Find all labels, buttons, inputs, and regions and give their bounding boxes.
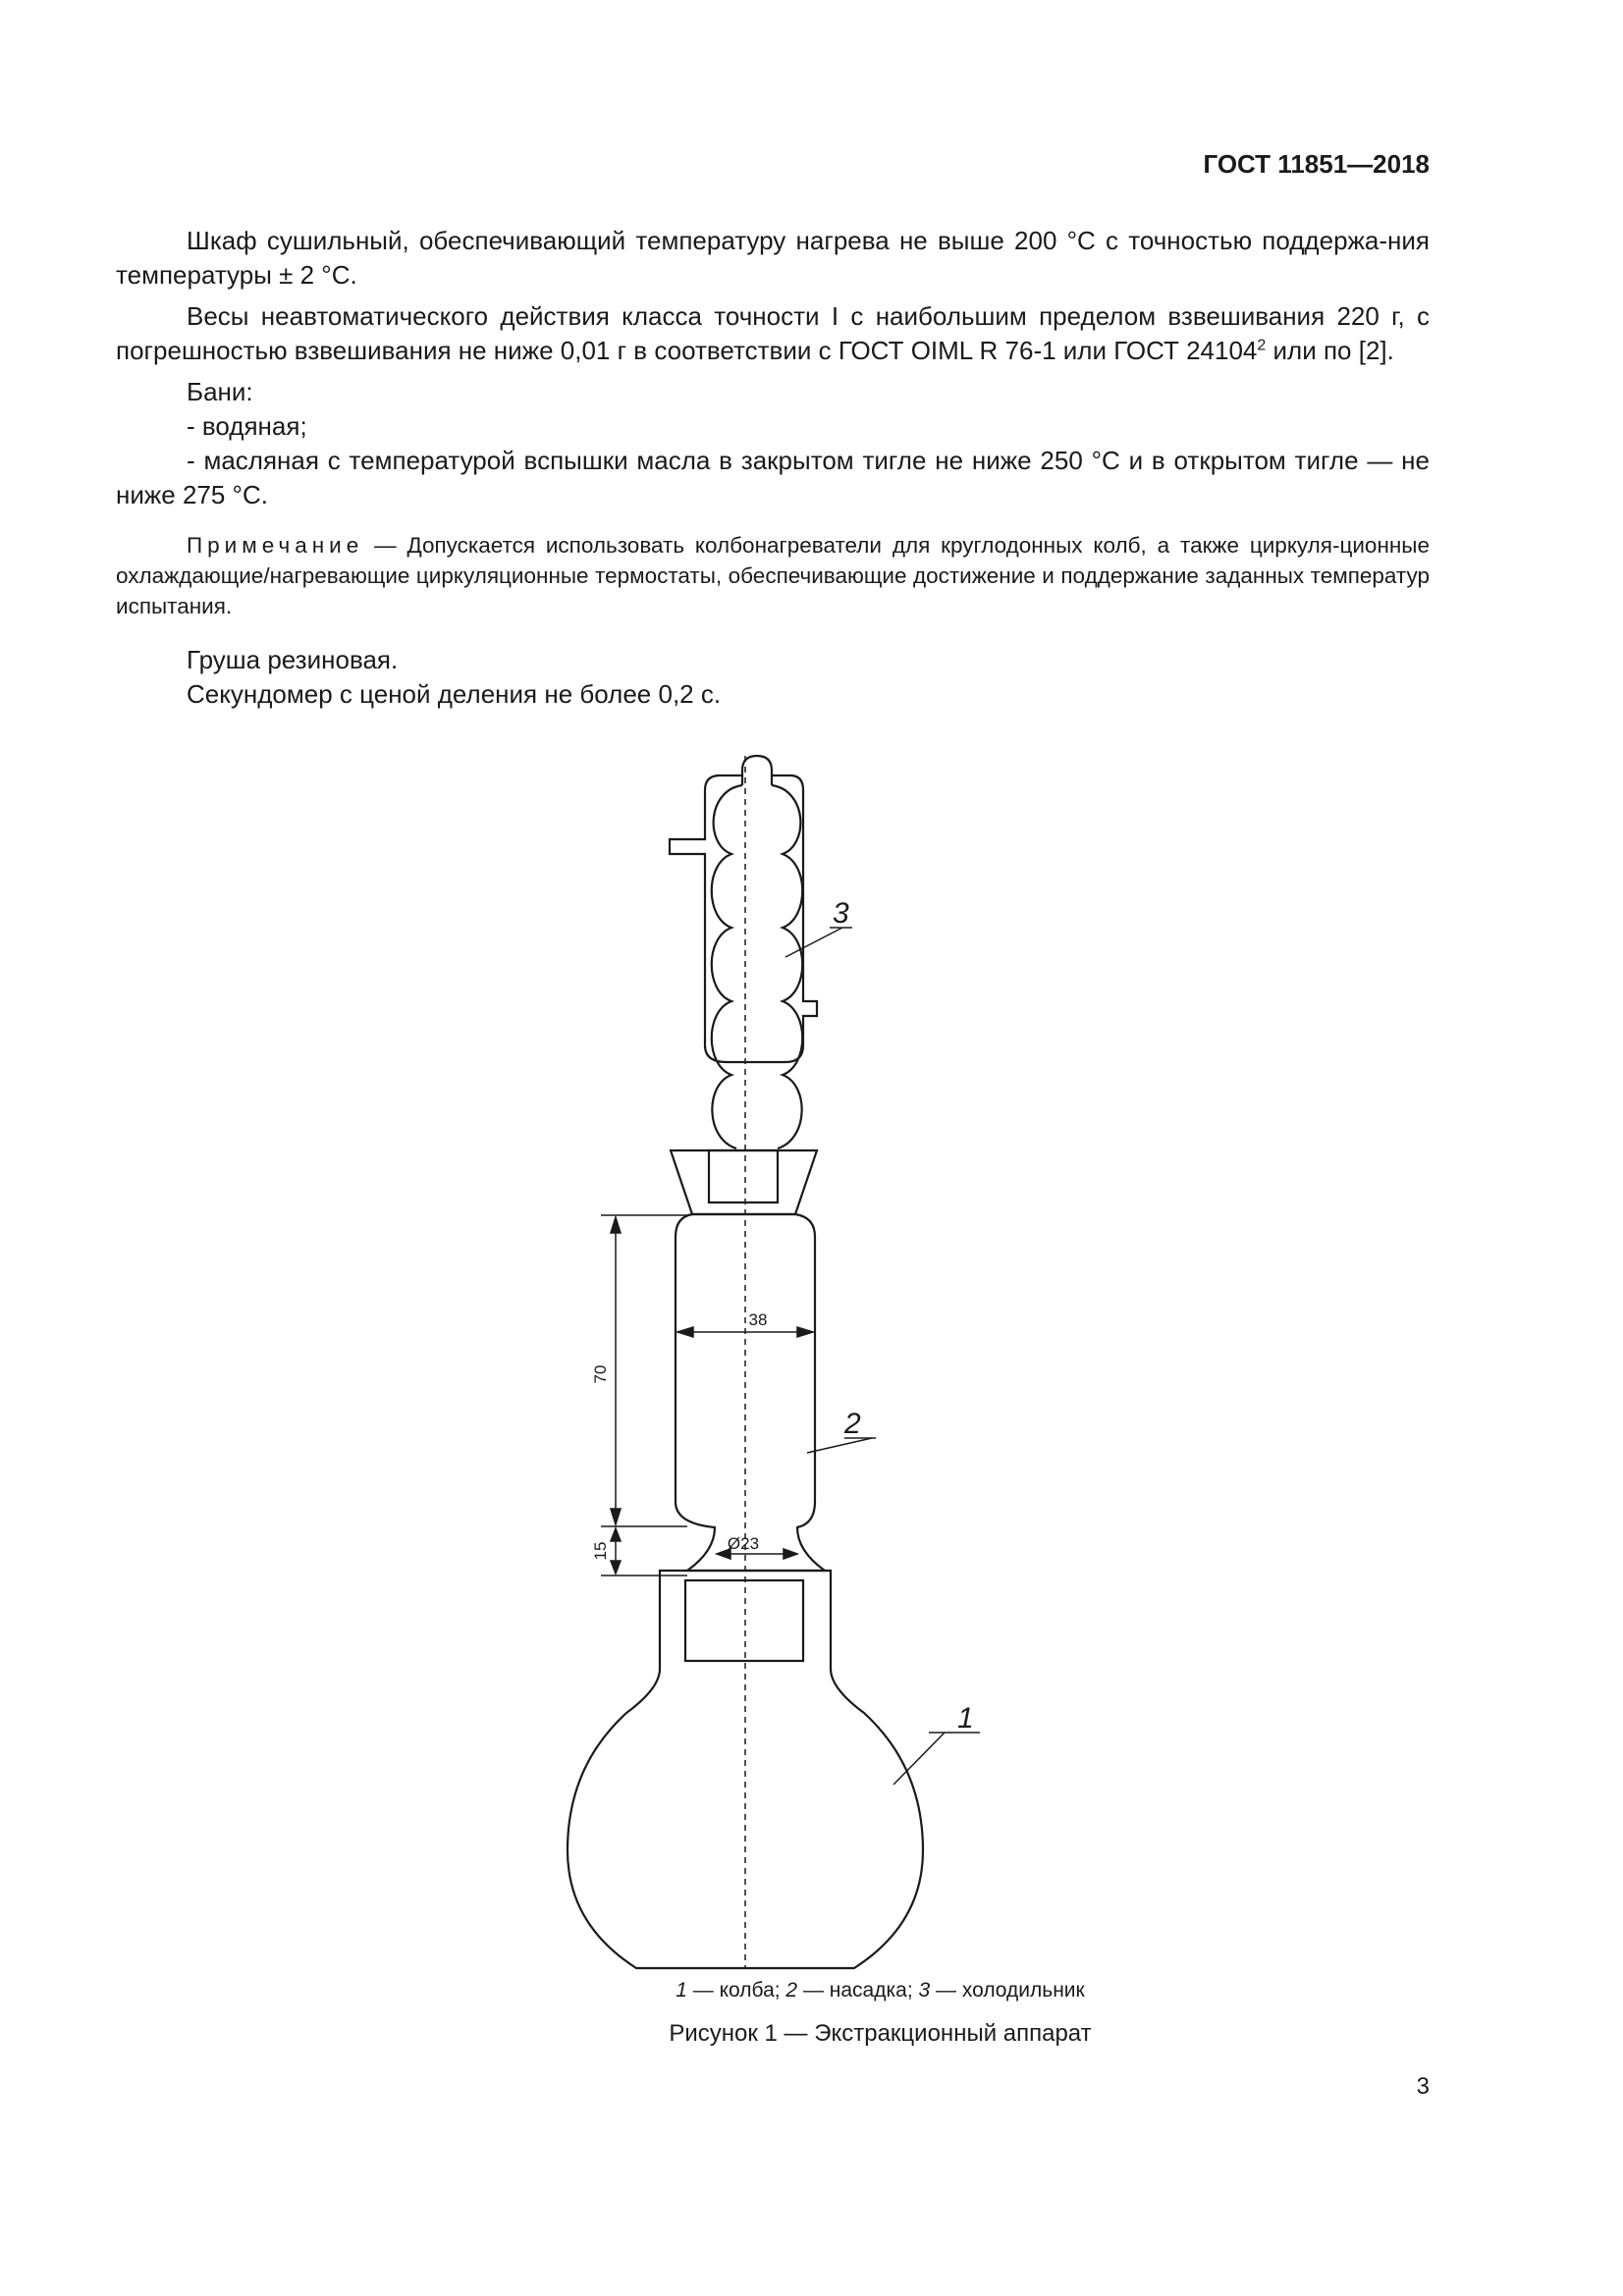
document-header: ГОСТ 11851—2018 xyxy=(1203,149,1430,179)
paragraph-scales xyxy=(116,299,1430,368)
condenser-inner-tube xyxy=(742,775,772,785)
leader-2 xyxy=(807,1438,872,1453)
callout-2: 2 xyxy=(844,1408,861,1440)
body-text xyxy=(116,224,1430,712)
dim-label-38: 38 xyxy=(748,1310,768,1329)
note-label: Примечание xyxy=(187,533,364,558)
legend-num-2: 2 xyxy=(785,1979,798,2002)
paragraph-drying-cabinet: Шкаф сушильный, обеспечивающий температуру нагрева не выше 200 °С с точностью поддержа-ния температуры ± 2 °С. xyxy=(116,226,1430,290)
flask-neck xyxy=(568,1571,923,1968)
dim-label-70: 70 xyxy=(591,1364,610,1384)
note xyxy=(116,530,1430,621)
paragraph-baths: Бани: xyxy=(187,377,253,406)
page-number: 3 xyxy=(1416,2073,1430,2100)
figure-caption: Рисунок 1 — Экстракционный аппарат xyxy=(669,2020,1092,2047)
figure-legend xyxy=(69,1979,1623,2002)
legend-num-1: 1 xyxy=(676,1979,687,2002)
callout-1: 1 xyxy=(957,1702,974,1735)
condenser-bulbs xyxy=(712,785,742,1148)
flask-neck-inner xyxy=(685,1580,803,1661)
dim-label-15: 15 xyxy=(591,1541,610,1561)
callout-3: 3 xyxy=(833,897,849,930)
nozzle-outline xyxy=(676,1214,825,1571)
extraction-apparatus-figure xyxy=(530,736,1021,1973)
legend-text-3: — холодильник xyxy=(930,1979,1085,2002)
legend-text-1: — колба; xyxy=(686,1979,786,2002)
scales-text: Весы неавтоматического действия класса точности I с наибольшим пределом взвешивания 220 г, с погрешностью взвешивания не ниже 0,01 г в соответствии с ГОСТ OIML R 76-1 или ГОСТ 24104 xyxy=(116,301,1430,365)
footnote-ref: 2 xyxy=(1257,337,1267,354)
legend-num-3: 3 xyxy=(918,1979,931,2002)
paragraph-oil-bath: - масляная с температурой вспышки масла в закрытом тигле не ниже 250 °С и в открытом тигле — не ниже 275 °С. xyxy=(116,446,1430,509)
stopper-cone xyxy=(671,1150,817,1214)
stopper-inner xyxy=(709,1150,778,1202)
legend-text-2: — насадка; xyxy=(797,1979,919,2002)
leader-3 xyxy=(785,928,842,957)
scales-tail: или по [2]. xyxy=(1266,336,1394,365)
dim-label-23: Ø23 xyxy=(727,1534,760,1553)
note-text: — Допускается использовать колбонагреватели для круглодонных колб, а также циркуля-ционные охлаждающие/нагревающие циркуляционные термостаты, обеспечивающие достижение и поддержание заданных температур испытания. xyxy=(116,533,1430,618)
paragraph-stopwatch: Секундомер с ценой деления не более 0,2 с. xyxy=(187,679,722,709)
paragraph-rubber-bulb: Груша резиновая. xyxy=(187,645,399,674)
paragraph-water-bath: - водяная; xyxy=(187,411,307,441)
